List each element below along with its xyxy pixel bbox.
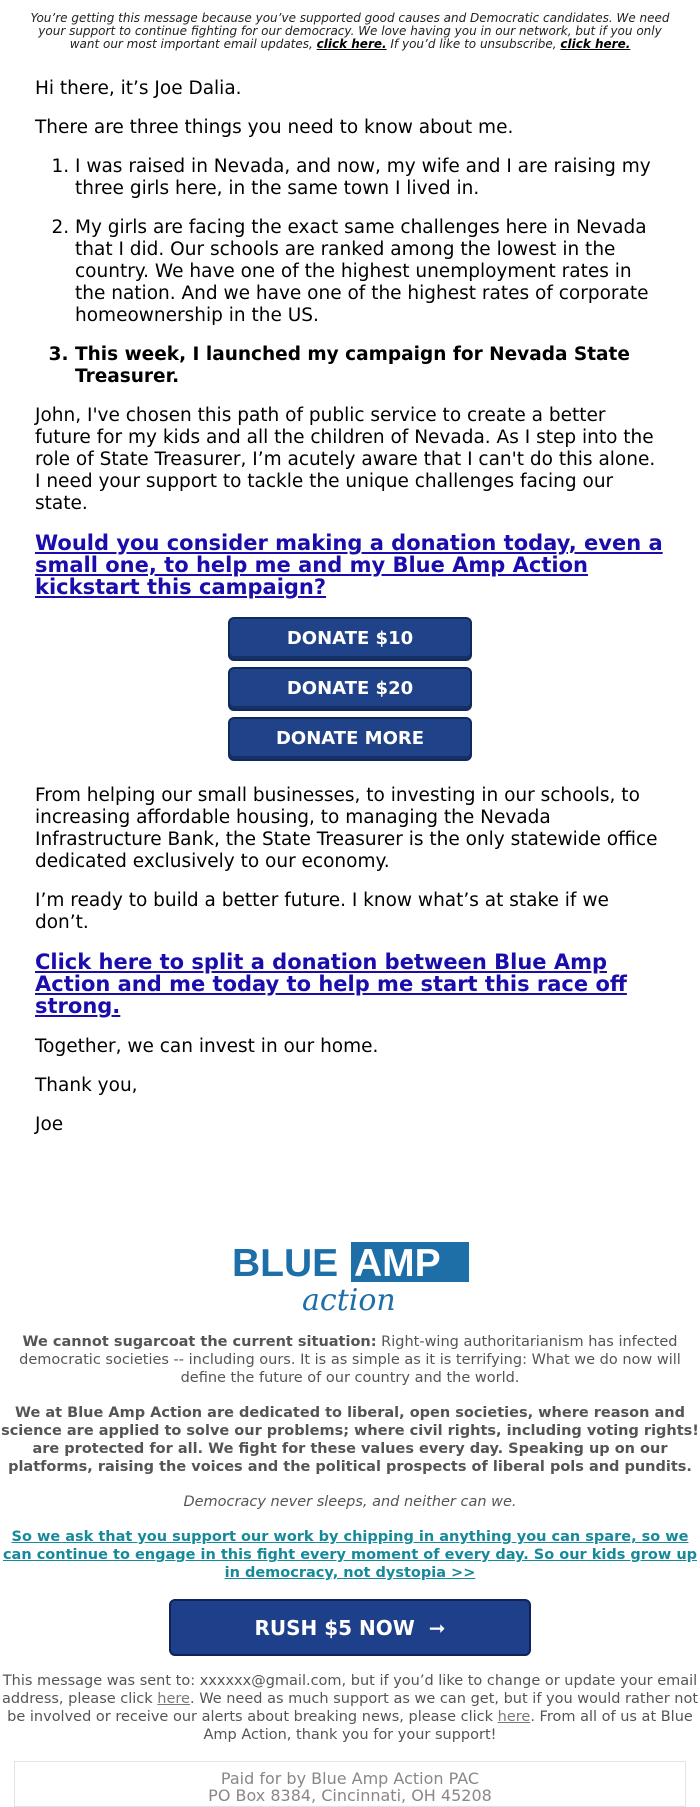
closing: Together, we can invest in our home. — [35, 1036, 379, 1057]
notice-text: This message was sent to: xxxxxx@gmail.com, but if you’d like to change or update your email address, please click — [1, 1673, 698, 1707]
unsubscribe-link[interactable]: click here. — [560, 37, 631, 51]
notice-text: . We need as much support as we can get, but if you would rather not be involved or receive our alerts about breaking news, please click — [7, 1691, 699, 1725]
donate-20-button[interactable]: DONATE $20 — [228, 667, 472, 711]
preheader-text: You’re getting this message because you’ve supported good causes and Democratic candidates. We need your support to continue fighting for our democracy. We love having you in our network, but if you only want our most important email updates, — [30, 11, 670, 51]
notice-text: . From all of us at Blue Amp Action, thank you for your support! — [203, 1709, 693, 1743]
split-donation-link[interactable]: Click here to split a donation between Blue Amp Action and me today to help me start this race off strong. — [35, 950, 627, 1018]
blue-amp-logo-graphic — [230, 1240, 470, 1316]
preheader-text-2: If you’d like to unsubscribe, — [386, 37, 561, 51]
paragraph: From helping our small businesses, to investing in our schools, to increasing affordable housing, to managing the Nevada Infrastructure Bank, the State Treasurer is the only statewide office dedicated exclusively to our economy. — [35, 785, 658, 872]
logo-blue-text: BLUE — [232, 1242, 339, 1285]
blue-amp-logo — [230, 1240, 470, 1321]
sign-off: Thank you, — [35, 1075, 138, 1096]
rush-button-label: RUSH $5 NOW — [254, 1615, 415, 1640]
footer-text: Right-wing authoritarianism has infected democratic societies -- including ours. It is as simple as it is terrifying: What we do now will define the future of our country and the world. — [19, 1334, 681, 1386]
preferences-link[interactable]: click here. — [316, 37, 387, 51]
email-notice — [0, 1672, 700, 1744]
logo-amp-text: AMP — [354, 1242, 441, 1285]
facts-list — [35, 156, 665, 388]
donate-10-button[interactable]: DONATE $10 — [228, 617, 472, 661]
greeting: Hi there, it’s Joe Dalia. — [35, 78, 242, 99]
mission-paragraph: We at Blue Amp Action are dedicated to liberal, open societies, where reason and science are applied to solve our problems; where civil rights, including voting rights! are protected for all. We fight for these values every day. Speaking up on our platforms, raising the voices and the political prospects of liberal pols and pundits. — [1, 1405, 699, 1475]
tagline: Democracy never sleeps, and neither can we. — [183, 1494, 517, 1510]
signature: Joe — [35, 1114, 64, 1135]
mailing-address: PO Box 8384, Cincinnati, OH 45208 — [208, 1786, 492, 1805]
footer-lead: We cannot sugarcoat the current situation: — [22, 1334, 377, 1350]
support-link[interactable]: So we ask that you support our work by chipping in anything you can spare, so we can continue to engage in this fight every moment of every day. So our kids grow up in democracy, not dystopia >> — [2, 1529, 698, 1581]
list-item: 1. I was raised in Nevada, and now, my wife and I are raising my three girls here, in the same town I lived in. — [75, 156, 665, 200]
preheader — [30, 12, 670, 51]
intro: There are three things you need to know about me. — [35, 117, 514, 138]
logo-action-text: action — [302, 1283, 396, 1316]
paragraph: John, I've chosen this path of public service to create a better future for my kids and all the children of Nevada. As I step into the role of State Treasurer, I’m acutely aware that I can't do this alone. I need your support to tackle the unique challenges facing our state. — [35, 405, 656, 514]
donate-more-button[interactable]: DONATE MORE — [228, 717, 472, 761]
paragraph: I’m ready to build a better future. I know what’s at stake if we don’t. — [35, 890, 609, 933]
arrow-right-icon: ➞ — [428, 1615, 446, 1640]
footer-paragraph — [0, 1333, 700, 1387]
rush-5-button[interactable] — [169, 1599, 531, 1656]
list-item: 3. This week, I launched my campaign for Nevada State Treasurer. — [75, 344, 665, 388]
list-item: 2. My girls are facing the exact same challenges here in Nevada that I did. Our schools are ranked among the lowest in the country. We have one of the highest unemployment rates in the nation. And we have one of the highest rates of corporate homeownership in the US. — [75, 217, 665, 327]
footer — [0, 1240, 700, 1807]
paid-for-box — [14, 1761, 686, 1807]
donation-cta-link[interactable]: Would you consider making a donation today, even a small one, to help me and my Blue Amp Action kickstart this campaign? — [35, 531, 663, 599]
letter-body — [35, 78, 665, 1153]
update-email-link[interactable]: here — [157, 1691, 190, 1707]
opt-out-link[interactable]: here — [497, 1709, 531, 1725]
donate-buttons — [35, 617, 665, 767]
paid-by-text: Paid for by Blue Amp Action PAC — [220, 1769, 480, 1788]
